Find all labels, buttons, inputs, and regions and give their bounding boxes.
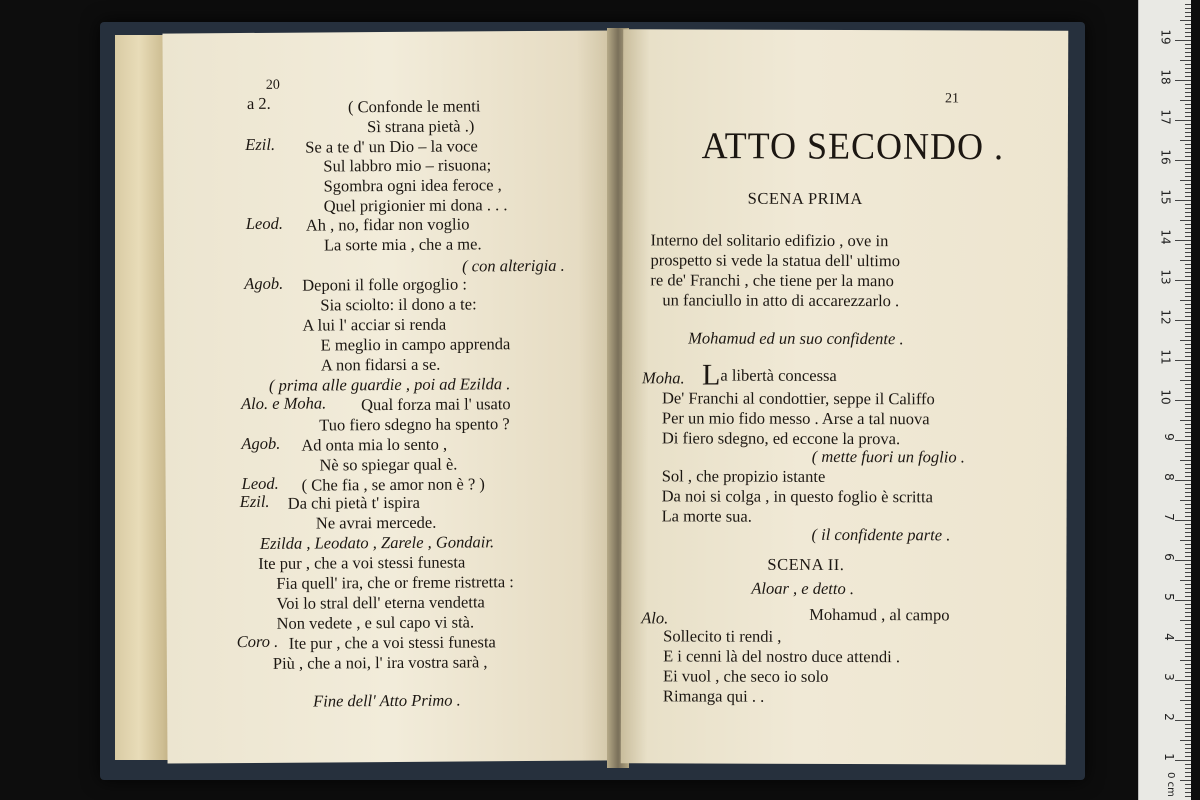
ruler-tick — [1185, 228, 1191, 229]
ruler-tick — [1185, 596, 1191, 597]
ruler-tick — [1185, 116, 1191, 117]
ruler-tick — [1185, 68, 1191, 69]
ruler-tick — [1185, 644, 1191, 645]
ruler-tick — [1175, 360, 1191, 361]
ruler-tick — [1185, 788, 1191, 789]
verse-line: Da noi si colga , in questo foglio è scritta — [661, 486, 933, 507]
ruler-tick — [1185, 492, 1191, 493]
ruler-tick — [1180, 140, 1191, 141]
ruler-tick — [1185, 528, 1191, 529]
ruler-tick — [1185, 312, 1191, 313]
ruler-tick — [1185, 612, 1191, 613]
stage-direction: ( con alterigia . — [462, 255, 565, 276]
scene-title: SCENA PRIMA — [747, 188, 863, 209]
ruler-tick — [1185, 408, 1191, 409]
ruler-number: 4 — [1162, 633, 1177, 641]
ruler-tick — [1180, 100, 1191, 101]
verse-line: Ite pur , che a voi stessi funesta — [258, 552, 466, 573]
ruler-tick — [1185, 336, 1191, 337]
ruler-tick — [1185, 292, 1191, 293]
ruler-tick — [1185, 208, 1191, 209]
ruler-tick — [1185, 252, 1191, 253]
ruler-tick — [1185, 552, 1191, 553]
ruler-tick — [1185, 196, 1191, 197]
speaker: Ezil. — [239, 491, 270, 512]
left-page — [162, 30, 617, 763]
ruler-tick — [1185, 724, 1191, 725]
verse-line: Qual forza mai l' usato — [360, 394, 511, 415]
ruler-tick — [1185, 564, 1191, 565]
ruler-number: 3 — [1162, 673, 1177, 681]
scene-title: SCENA II. — [767, 554, 845, 575]
ruler-tick — [1185, 248, 1191, 249]
speaker: a 2. — [246, 93, 271, 113]
ruler-tick — [1175, 400, 1191, 401]
verse-line: Ite pur , che a voi stessi funesta — [288, 632, 496, 653]
ruler-tick — [1185, 168, 1191, 169]
description-line: Interno del solitario edifizio , ove in — [650, 230, 889, 251]
ruler-number: 16 — [1158, 149, 1173, 165]
ruler-tick — [1185, 96, 1191, 97]
ruler-tick — [1185, 716, 1191, 717]
ruler-tick — [1185, 572, 1191, 573]
ruler-number: 12 — [1158, 309, 1173, 325]
verse-line: Sollecito ti rendi , — [663, 626, 782, 646]
ruler-tick — [1185, 364, 1191, 365]
ruler-tick — [1185, 696, 1191, 697]
ruler-tick — [1185, 784, 1191, 785]
ruler-tick — [1185, 184, 1191, 185]
verse-line: Ah , no, fidar non voglio — [305, 214, 470, 235]
ruler-tick — [1175, 80, 1191, 81]
ruler-tick — [1185, 748, 1191, 749]
ruler-tick — [1185, 568, 1191, 569]
ruler-tick — [1185, 736, 1191, 737]
verse-line: Ne avrai mercede. — [315, 512, 437, 533]
ruler-tick — [1185, 536, 1191, 537]
ruler-tick — [1185, 48, 1191, 49]
ruler-tick — [1185, 516, 1191, 517]
ruler-tick — [1185, 272, 1191, 273]
ruler-number: 14 — [1158, 229, 1173, 245]
ruler-tick — [1185, 212, 1191, 213]
ruler-tick — [1185, 84, 1191, 85]
ruler-number: 8 — [1162, 473, 1177, 481]
ruler-number: 9 — [1162, 433, 1177, 441]
ruler-tick — [1180, 460, 1191, 461]
ruler-tick — [1185, 288, 1191, 289]
ruler-tick — [1180, 540, 1191, 541]
ruler-tick — [1185, 776, 1191, 777]
ruler-tick — [1185, 124, 1191, 125]
stage-direction: ( mette fuori un foglio . — [811, 446, 965, 467]
ruler-tick — [1180, 580, 1191, 581]
ruler-tick — [1185, 504, 1191, 505]
ruler-tick — [1185, 136, 1191, 137]
ruler-number: 18 — [1158, 69, 1173, 85]
ruler-tick — [1180, 300, 1191, 301]
ruler-tick — [1185, 576, 1191, 577]
ruler-tick — [1185, 52, 1191, 53]
ruler-tick — [1185, 328, 1191, 329]
ruler-tick — [1180, 380, 1191, 381]
ruler-tick — [1185, 692, 1191, 693]
measuring-ruler — [1138, 0, 1191, 800]
ruler-tick — [1175, 280, 1191, 281]
ruler-tick — [1185, 508, 1191, 509]
ruler-tick — [1175, 120, 1191, 121]
ruler-number: 11 — [1158, 349, 1173, 365]
ruler-tick — [1185, 372, 1191, 373]
verse-line: De' Franchi al condottier, seppe il Califfo — [661, 388, 935, 409]
verse-line: Ad onta mia lo sento , — [301, 434, 448, 455]
ruler-tick — [1185, 728, 1191, 729]
description-line: un fanciullo in atto di accarezzarlo . — [662, 290, 900, 311]
ruler-number: 15 — [1158, 189, 1173, 205]
ruler-tick — [1185, 488, 1191, 489]
speaker: Alo. e Moha. — [240, 393, 327, 414]
verse-line: A non fidarsi a se. — [320, 354, 441, 375]
ruler-tick — [1185, 144, 1191, 145]
ruler-tick — [1185, 396, 1191, 397]
verse-line: Da chi pietà t' ispira — [287, 492, 420, 513]
ruler-tick — [1185, 432, 1191, 433]
ruler-tick — [1185, 412, 1191, 413]
ruler-tick — [1185, 464, 1191, 465]
ruler-tick — [1175, 240, 1191, 241]
verse-line: Sì strana pietà .) — [367, 116, 475, 137]
ruler-tick — [1185, 624, 1191, 625]
ruler-tick — [1180, 180, 1191, 181]
ruler-tick — [1185, 172, 1191, 173]
ruler-tick — [1185, 744, 1191, 745]
ruler-number: 13 — [1158, 269, 1173, 285]
ruler-tick — [1185, 232, 1191, 233]
verse-line: Quel prigionier mi dona . . . — [323, 195, 508, 216]
ruler-tick — [1185, 496, 1191, 497]
ruler-tick — [1185, 732, 1191, 733]
ruler-tick — [1185, 188, 1191, 189]
ruler-tick — [1185, 384, 1191, 385]
ruler-tick — [1185, 192, 1191, 193]
ruler-tick — [1185, 476, 1191, 477]
ruler-tick — [1185, 88, 1191, 89]
ruler-tick — [1185, 544, 1191, 545]
ruler-tick — [1185, 148, 1191, 149]
ruler-tick — [1180, 500, 1191, 501]
speaker: Alo. — [641, 608, 669, 628]
verse-line: Rimanga qui . . — [662, 686, 765, 706]
ruler-number: 6 — [1162, 553, 1177, 561]
ruler-tick — [1185, 376, 1191, 377]
ruler-tick — [1175, 760, 1191, 761]
ruler-tick — [1185, 92, 1191, 93]
ruler-tick — [1185, 132, 1191, 133]
speaker: Agob. — [241, 433, 281, 454]
ruler-tick — [1185, 664, 1191, 665]
ruler-tick — [1185, 448, 1191, 449]
verse-line: Tuo fiero sdegno ha spento ? — [319, 414, 510, 435]
ruler-tick — [1185, 652, 1191, 653]
ruler-tick — [1185, 548, 1191, 549]
characters: Mohamud ed un suo confidente . — [688, 328, 904, 349]
ruler-tick — [1185, 264, 1191, 265]
speaker: Moha. — [642, 368, 685, 388]
ruler-tick — [1185, 104, 1191, 105]
ruler-tick — [1175, 160, 1191, 161]
stage-direction: ( il confidente parte . — [811, 524, 951, 545]
verse-line: La morte sua. — [661, 506, 752, 526]
ruler-tick — [1185, 108, 1191, 109]
ruler-tick — [1185, 688, 1191, 689]
verse-line: Se a te d' un Dio – la voce — [305, 136, 478, 157]
ruler-tick — [1180, 780, 1191, 781]
ruler-tick — [1185, 308, 1191, 309]
ruler-tick — [1180, 220, 1191, 221]
ruler-tick — [1185, 236, 1191, 237]
ruler-tick — [1185, 428, 1191, 429]
ruler-tick — [1185, 296, 1191, 297]
ruler-tick — [1185, 512, 1191, 513]
verse-text: a libertà concessa — [720, 365, 837, 385]
ruler-tick — [1185, 28, 1191, 29]
ruler-tick — [1185, 348, 1191, 349]
speaker: Leod. — [241, 473, 279, 494]
ruler-tick — [1180, 620, 1191, 621]
act-title: ATTO SECONDO . — [701, 124, 1005, 168]
verse-line: Di fiero sdegno, ed eccone la prova. — [661, 428, 901, 449]
description-line: prospetto si vede la statua dell' ultimo — [650, 250, 901, 271]
ruler-tick — [1185, 356, 1191, 357]
ruler-tick — [1180, 420, 1191, 421]
ruler-tick — [1185, 268, 1191, 269]
verse-line: Più , che a noi, l' ira vostra sarà , — [272, 652, 488, 673]
ruler-tick — [1185, 792, 1191, 793]
verse-line: Per un mio fido messo . Arse a tal nuova — [661, 408, 930, 429]
ruler-tick — [1185, 416, 1191, 417]
ruler-tick — [1185, 216, 1191, 217]
ruler-tick — [1185, 276, 1191, 277]
ruler-tick — [1185, 112, 1191, 113]
verse-line: Ei vuol , che seco io solo — [662, 666, 829, 686]
verse-line: Sul labbro mio – risuona; — [323, 155, 492, 176]
ruler-tick — [1175, 440, 1191, 441]
ruler-tick — [1175, 480, 1191, 481]
ruler-number: 5 — [1162, 593, 1177, 601]
right-page — [621, 29, 1069, 765]
stage-direction: Ezilda , Leodato , Zarele , Gondair. — [259, 532, 495, 553]
ruler-tick — [1185, 204, 1191, 205]
speaker: Agob. — [244, 273, 284, 294]
ruler-tick — [1180, 660, 1191, 661]
ruler-tick — [1175, 600, 1191, 601]
ruler-tick — [1175, 320, 1191, 321]
ruler-tick — [1185, 712, 1191, 713]
ruler-tick — [1185, 304, 1191, 305]
ruler-tick — [1185, 456, 1191, 457]
characters: Aloar , e detto . — [751, 578, 855, 599]
ruler-tick — [1185, 708, 1191, 709]
page-number: 21 — [945, 91, 960, 107]
verse-line: Sgombra ogni idea feroce , — [323, 175, 502, 196]
verse-line — [702, 358, 837, 392]
ruler-tick — [1180, 20, 1191, 21]
ruler-number: 1 — [1162, 753, 1177, 761]
ruler-tick — [1185, 32, 1191, 33]
ruler-tick — [1185, 4, 1191, 5]
ruler-tick — [1185, 156, 1191, 157]
ruler-tick — [1185, 604, 1191, 605]
ruler-tick — [1185, 388, 1191, 389]
verse-line: Deponi il folle orgoglio : — [302, 274, 467, 295]
ruler-tick — [1185, 684, 1191, 685]
ruler-tick — [1185, 316, 1191, 317]
ruler-tick — [1185, 368, 1191, 369]
verse-line: Non vedete , e sul capo vi stà. — [276, 612, 475, 633]
ruler-tick — [1180, 340, 1191, 341]
ruler-tick — [1180, 700, 1191, 701]
ruler-tick — [1185, 608, 1191, 609]
ruler-tick — [1185, 152, 1191, 153]
act-closing: Fine dell' Atto Primo . — [313, 690, 461, 711]
ruler-tick — [1180, 60, 1191, 61]
ruler-tick — [1185, 436, 1191, 437]
description-line: re de' Franchi , che tiene per la mano — [650, 270, 894, 291]
ruler-tick — [1185, 532, 1191, 533]
ruler-tick — [1185, 668, 1191, 669]
verse-line: E meglio in campo apprenda — [320, 334, 511, 355]
ruler-tick — [1185, 284, 1191, 285]
verse-line: Fia quell' ira, che or freme ristretta : — [276, 572, 514, 593]
ruler-tick — [1185, 676, 1191, 677]
ruler-tick — [1180, 260, 1191, 261]
ruler-tick — [1185, 44, 1191, 45]
verse-line: Mohamud , al campo — [809, 604, 950, 625]
ruler-tick — [1185, 672, 1191, 673]
ruler-tick — [1185, 404, 1191, 405]
ruler-tick — [1185, 324, 1191, 325]
ruler-tick — [1185, 352, 1191, 353]
ruler-tick — [1185, 224, 1191, 225]
speaker: Ezil. — [245, 134, 276, 155]
ruler-number: 2 — [1162, 713, 1177, 721]
verse-line: Nè so spiegar qual è. — [319, 454, 458, 475]
ruler-tick — [1175, 640, 1191, 641]
ruler-tick — [1185, 16, 1191, 17]
ruler-tick — [1185, 56, 1191, 57]
ruler-tick — [1185, 592, 1191, 593]
ruler-tick — [1185, 752, 1191, 753]
ruler-tick — [1185, 344, 1191, 345]
ruler-tick — [1185, 8, 1191, 9]
ruler-tick — [1185, 12, 1191, 13]
ruler-tick — [1185, 392, 1191, 393]
ruler-tick — [1185, 24, 1191, 25]
ruler-tick — [1185, 484, 1191, 485]
ruler-tick — [1185, 588, 1191, 589]
ruler-tick — [1185, 616, 1191, 617]
ruler-number: 19 — [1158, 29, 1173, 45]
ruler-tick — [1185, 444, 1191, 445]
verse-line: Sia sciolto: il dono a te: — [320, 294, 477, 315]
drop-cap: L — [702, 358, 721, 392]
ruler-tick — [1185, 584, 1191, 585]
ruler-tick — [1185, 452, 1191, 453]
ruler-tick — [1180, 740, 1191, 741]
stage-direction: ( prima alle guardie , poi ad Ezilda . — [268, 374, 511, 395]
ruler-tick — [1185, 768, 1191, 769]
ruler-tick — [1185, 128, 1191, 129]
verse-line: La sorte mia , che a me. — [323, 234, 482, 255]
ruler-tick — [1185, 556, 1191, 557]
speaker: Coro . — [236, 631, 279, 652]
ruler-tick — [1185, 764, 1191, 765]
ruler-tick — [1185, 704, 1191, 705]
ruler-tick — [1185, 332, 1191, 333]
page-number: 20 — [265, 77, 280, 93]
ruler-tick — [1185, 772, 1191, 773]
ruler-tick — [1185, 472, 1191, 473]
ruler-tick — [1185, 524, 1191, 525]
ruler-tick — [1175, 40, 1191, 41]
ruler-tick — [1185, 176, 1191, 177]
verse-line: ( Confonde le menti — [347, 96, 481, 117]
ruler-tick — [1185, 256, 1191, 257]
ruler-tick — [1185, 424, 1191, 425]
verse-line: A lui l' acciar si renda — [302, 314, 447, 335]
ruler-tick — [1185, 64, 1191, 65]
ruler-tick — [1185, 628, 1191, 629]
ruler-tick — [1175, 200, 1191, 201]
ruler-number: 7 — [1162, 513, 1177, 521]
ruler-tick — [1185, 36, 1191, 37]
ruler-tick — [1185, 468, 1191, 469]
ruler-tick — [1175, 560, 1191, 561]
ruler-tick — [1185, 636, 1191, 637]
ruler-tick — [1185, 76, 1191, 77]
verse-line: Voi lo stral dell' eterna vendetta — [276, 592, 485, 613]
ruler-tick — [1185, 796, 1191, 797]
verse-line: Sol , che propizio istante — [661, 466, 826, 486]
ruler-tick — [1185, 656, 1191, 657]
ruler-tick — [1185, 632, 1191, 633]
speaker: Leod. — [245, 213, 283, 234]
verse-line: E i cenni là del nostro duce attendi . — [663, 646, 901, 667]
ruler-tick — [1185, 756, 1191, 757]
ruler-tick — [1185, 648, 1191, 649]
ruler-tick — [1175, 720, 1191, 721]
ruler-tick — [1175, 680, 1191, 681]
verse-line: ( Che fia , se amor non è ? ) — [301, 474, 485, 495]
ruler-tick — [1175, 520, 1191, 521]
ruler-tick — [1185, 72, 1191, 73]
ruler-unit: 0 cm — [1165, 772, 1177, 797]
ruler-number: 10 — [1158, 389, 1173, 405]
ruler-tick — [1185, 164, 1191, 165]
ruler-tick — [1185, 244, 1191, 245]
ruler-number: 17 — [1158, 109, 1173, 125]
